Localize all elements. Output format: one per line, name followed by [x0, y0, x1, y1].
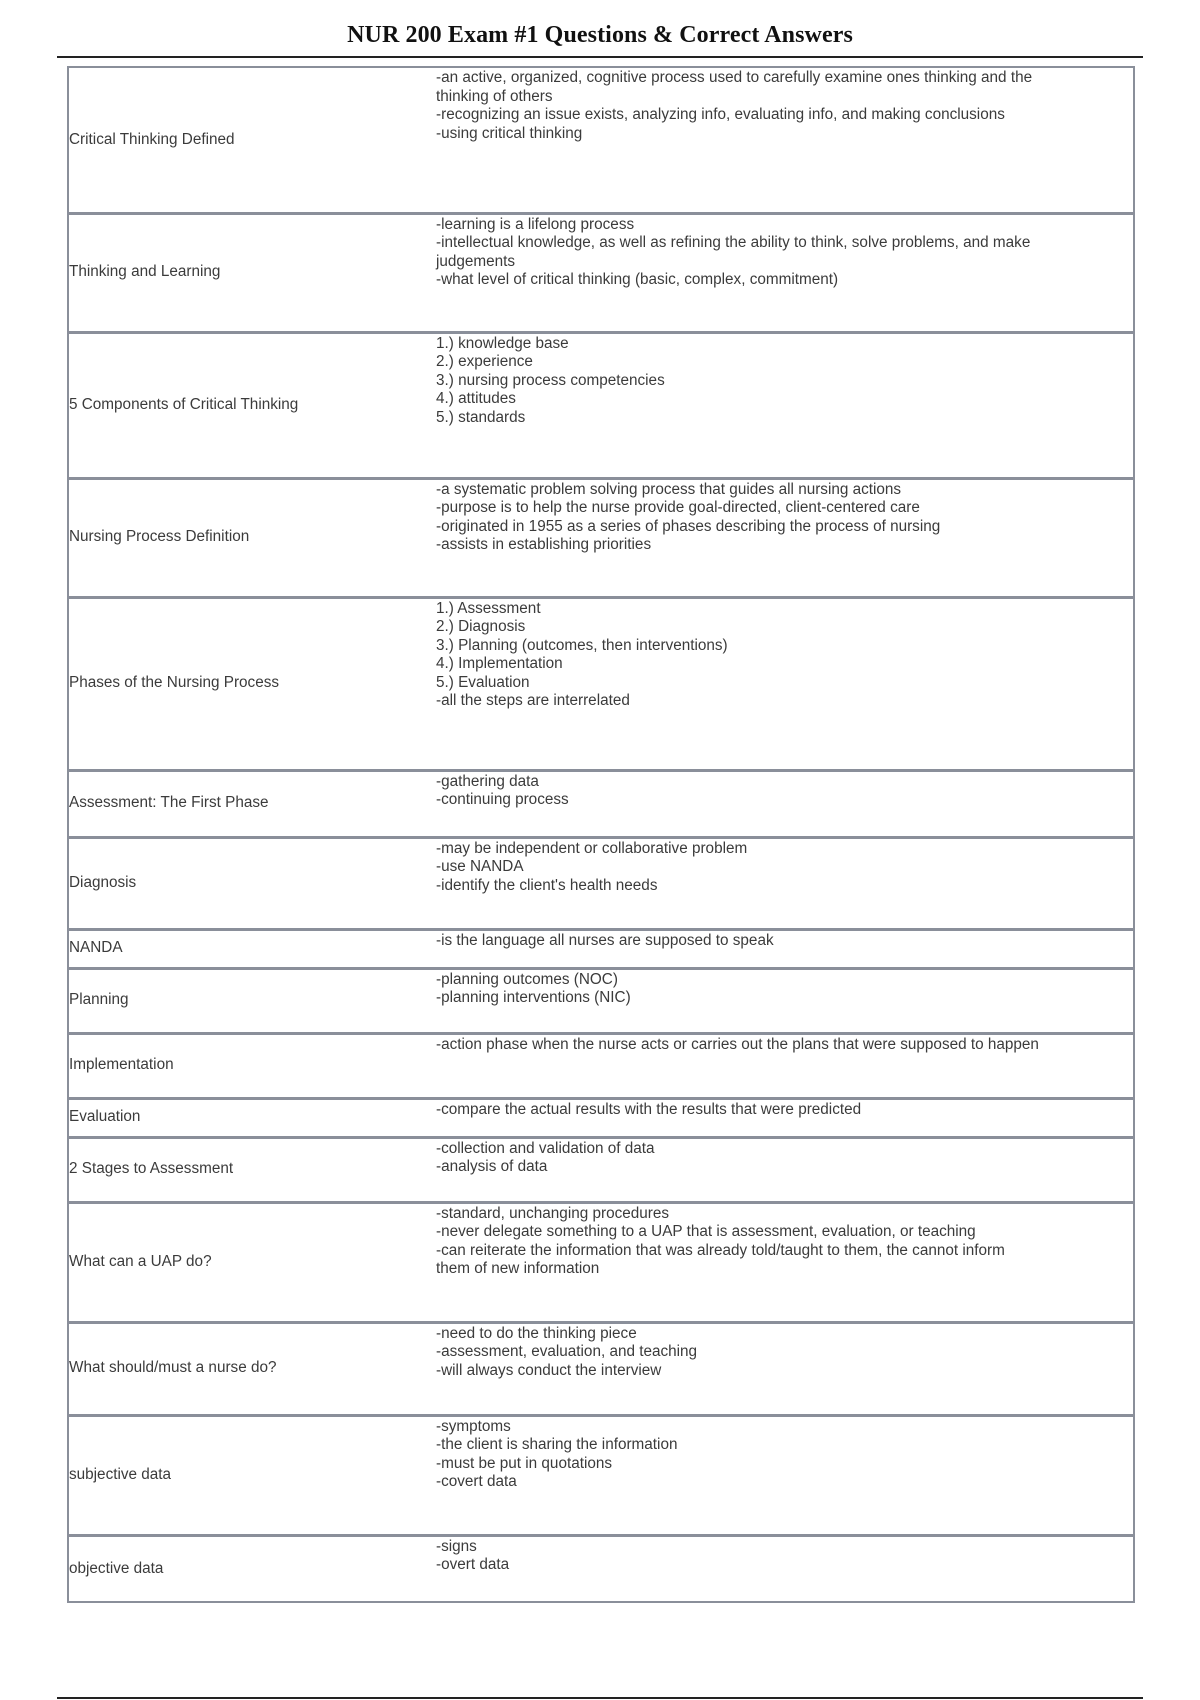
table-row — [68, 67, 1134, 213]
table-row — [68, 597, 1134, 770]
table-row — [68, 1137, 1134, 1202]
definition-cell — [436, 332, 1134, 478]
table-row — [68, 213, 1134, 332]
definition-line: -use NANDA — [436, 858, 524, 875]
definition-line: -identify the client's health needs — [436, 876, 658, 894]
definition-line: -assessment, evaluation, and teaching — [436, 1343, 698, 1360]
definition-line: -will always conduct the interview — [436, 1361, 662, 1379]
term-cell: Implementation — [68, 1033, 436, 1098]
definition-line: -an active, organized, cognitive process used to carefully examine ones thinking and the thinking of others — [436, 69, 1033, 105]
definition-line: -recognizing an issue exists, analyzing info, evaluating info, and making conclusions — [436, 106, 1005, 123]
term-cell: Evaluation — [68, 1098, 436, 1137]
definition-line: -intellectual knowledge, as well as refining the ability to think, solve problems, and make judgements — [436, 234, 1031, 270]
term-cell: Diagnosis — [68, 837, 436, 929]
table-row — [68, 770, 1134, 837]
definition-line: 5.) standards — [436, 408, 526, 426]
definition-line: -compare the actual results with the results that were predicted — [436, 1100, 862, 1118]
definition-line: 1.) knowledge base — [436, 334, 569, 352]
definition-cell — [436, 1137, 1134, 1202]
term-cell: Assessment: The First Phase — [68, 770, 436, 837]
definition-line: -gathering data — [436, 772, 539, 790]
table-row — [68, 837, 1134, 929]
footer-divider — [57, 1697, 1143, 1699]
definition-line: -can reiterate the information that was already told/taught to them, the cannot inform them of new information — [436, 1241, 1005, 1277]
definition-line: -a systematic problem solving process that guides all nursing actions — [436, 480, 902, 498]
definition-line: -originated in 1955 as a series of phases describing the process of nursing — [436, 517, 941, 535]
definition-cell — [436, 597, 1134, 770]
definition-cell — [436, 1033, 1134, 1098]
definition-line: -signs — [436, 1537, 477, 1555]
term-cell: Thinking and Learning — [68, 213, 436, 332]
definition-line: 4.) Implementation — [436, 655, 563, 672]
definition-line: -must be put in quotations — [436, 1454, 613, 1472]
term-cell: Planning — [68, 968, 436, 1033]
definition-line: -using critical thinking — [436, 124, 583, 142]
definition-cell — [436, 1098, 1134, 1137]
definition-cell — [436, 968, 1134, 1033]
definition-line: -planning interventions (NIC) — [436, 989, 631, 1006]
definition-cell — [436, 478, 1134, 597]
definition-cell — [436, 929, 1134, 968]
definition-line: -all the steps are interrelated — [436, 692, 630, 709]
definition-line: 2.) experience — [436, 353, 533, 370]
definition-cell — [436, 770, 1134, 837]
flashcard-table — [67, 66, 1135, 1603]
definition-line: -action phase when the nurse acts or carries out the plans that were supposed to happen — [436, 1035, 1039, 1053]
title-divider — [57, 56, 1143, 58]
term-cell: 5 Components of Critical Thinking — [68, 332, 436, 478]
definition-line: -is the language all nurses are supposed to speak — [436, 931, 774, 949]
definition-line: -need to do the thinking piece — [436, 1324, 637, 1342]
definition-line: -may be independent or collaborative problem — [436, 839, 748, 857]
definition-line: 5.) Evaluation — [436, 673, 530, 691]
definition-cell — [436, 1415, 1134, 1535]
definition-line: 4.) attitudes — [436, 390, 516, 407]
definition-line: -learning is a lifelong process — [436, 215, 635, 233]
definition-line: -planning outcomes (NOC) — [436, 970, 618, 988]
definition-line: 1.) Assessment — [436, 599, 541, 617]
table-row — [68, 1322, 1134, 1415]
table-row — [68, 1202, 1134, 1322]
document-title: NUR 200 Exam #1 Questions & Correct Answers — [347, 22, 853, 48]
definition-line: -continuing process — [436, 791, 569, 808]
table-row — [68, 1033, 1134, 1098]
definition-cell — [436, 1535, 1134, 1602]
definition-line: -the client is sharing the information — [436, 1436, 678, 1453]
definition-line: 3.) nursing process competencies — [436, 371, 665, 389]
definition-line: 3.) Planning (outcomes, then interventions) — [436, 636, 728, 654]
table-row — [68, 1098, 1134, 1137]
definition-cell — [436, 1322, 1134, 1415]
definition-line: -what level of critical thinking (basic, complex, commitment) — [436, 271, 839, 288]
table-row — [68, 332, 1134, 478]
table-row — [68, 478, 1134, 597]
table-row — [68, 1415, 1134, 1535]
definition-line: -analysis of data — [436, 1158, 548, 1175]
definition-line: 2.) Diagnosis — [436, 618, 526, 635]
term-cell: Phases of the Nursing Process — [68, 597, 436, 770]
definition-line: -assists in establishing priorities — [436, 536, 652, 553]
table-row — [68, 929, 1134, 968]
term-cell: objective data — [69, 1559, 164, 1577]
term-cell: 2 Stages to Assessment — [68, 1137, 436, 1202]
table-row — [68, 1535, 1134, 1602]
term-cell: What should/must a nurse do? — [68, 1322, 436, 1415]
term-cell: subjective data — [68, 1415, 436, 1535]
definition-line: -purpose is to help the nurse provide goal-directed, client-centered care — [436, 499, 920, 516]
definition-cell — [436, 1202, 1134, 1322]
term-cell: Critical Thinking Defined — [68, 67, 436, 213]
definition-cell — [436, 213, 1134, 332]
definition-cell — [436, 67, 1134, 213]
definition-cell — [436, 837, 1134, 929]
definition-line: -overt data — [436, 1556, 510, 1573]
definition-line: -never delegate something to a UAP that is assessment, evaluation, or teaching — [436, 1223, 976, 1240]
term-cell: Nursing Process Definition — [68, 478, 436, 597]
term-cell: What can a UAP do? — [68, 1202, 436, 1322]
definition-line: -covert data — [436, 1473, 517, 1490]
definition-line: -collection and validation of data — [436, 1139, 655, 1157]
table-row — [68, 968, 1134, 1033]
definition-line: -symptoms — [436, 1417, 511, 1435]
flashcard-table-body — [68, 67, 1134, 1602]
definition-line: -standard, unchanging procedures — [436, 1204, 670, 1222]
term-cell: NANDA — [68, 929, 436, 968]
